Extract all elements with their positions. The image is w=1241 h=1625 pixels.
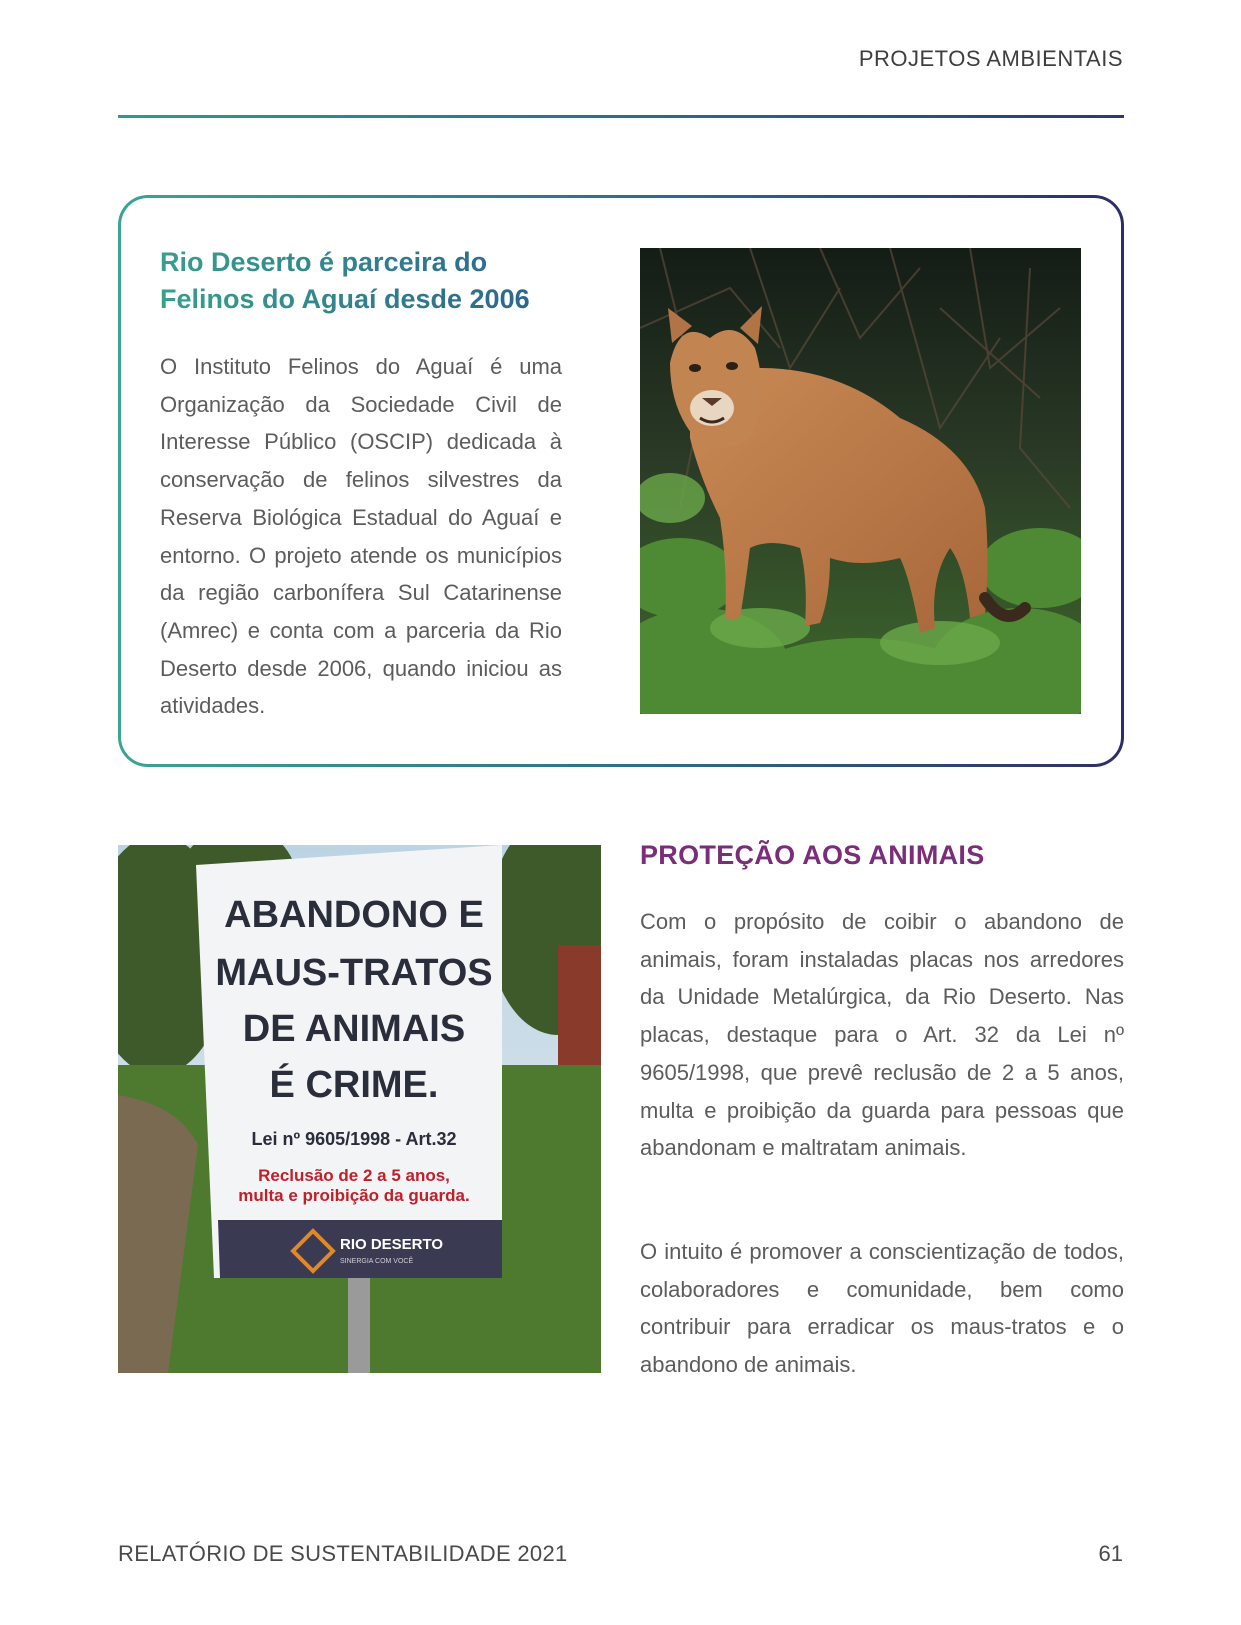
- sign-line-1: ABANDONO E: [224, 894, 484, 936]
- cougar-illustration: [640, 248, 1081, 714]
- sign-line-4: É CRIME.: [269, 1064, 439, 1106]
- sign-line-3: DE ANIMAIS: [242, 1008, 466, 1050]
- warning-sign-photo: [118, 845, 601, 1373]
- protection-paragraph-2: O intuito é promover a conscientização de todos, colaboradores e comunidade, bem como contribuir para erradicar os maus-tratos e o abandono de animais.: [640, 1239, 1124, 1378]
- protection-paragraph-1: Com o propósito de coibir o abandono de animais, foram instaladas placas nos arredores da Unidade Metalúrgica, da Rio Deserto. Nas placas, destaque para o Art. 32 da Lei nº 9605/1998, que prevê reclusão de 2 a 5 anos, multa e proibição da guarda para pessoas que abandonam e maltratam animais.: [640, 909, 1124, 1161]
- section-header: PROJETOS AMBIENTAIS: [858, 46, 1123, 71]
- sign-law: Lei nº 9605/1998 - Art.32: [251, 1129, 457, 1149]
- partner-title-line1: Rio Deserto é parceira do: [160, 247, 488, 277]
- sign-penalty-1: Reclusão de 2 a 5 anos,: [258, 1166, 450, 1185]
- partner-box-body: O Instituto Felinos do Aguaí é uma Organização da Sociedade Civil de Interesse Público (OSCIP) dedicada à conservação de felinos silvestres da Reserva Biológica Estadual do Aguaí e entorno. O projeto atende os municípios da região carbonífera Sul Catarinense (Amrec) e conta com a parceria da Rio Deserto desde 2006, quando iniciou as atividades.: [160, 354, 562, 719]
- sign-line-2: MAUS-TRATOS: [215, 952, 493, 994]
- partner-title-line2: Felinos do Aguaí desde 2006: [160, 284, 530, 314]
- cougar-photo: [640, 248, 1081, 714]
- sign-logo-tagline: SINERGIA COM VOCÊ: [340, 1258, 414, 1265]
- partner-box-title: [160, 244, 580, 318]
- page-number: 61: [1098, 1541, 1123, 1566]
- sign-penalty-2: multa e proibição da guarda.: [238, 1186, 470, 1205]
- protection-title: PROTEÇÃO AOS ANIMAIS: [640, 840, 985, 870]
- header-divider: [118, 115, 1124, 118]
- footer-report-title: RELATÓRIO DE SUSTENTABILIDADE 2021: [118, 1541, 568, 1566]
- sign-logo-name: RIO DESERTO: [340, 1236, 444, 1253]
- sign-illustration: [118, 845, 601, 1373]
